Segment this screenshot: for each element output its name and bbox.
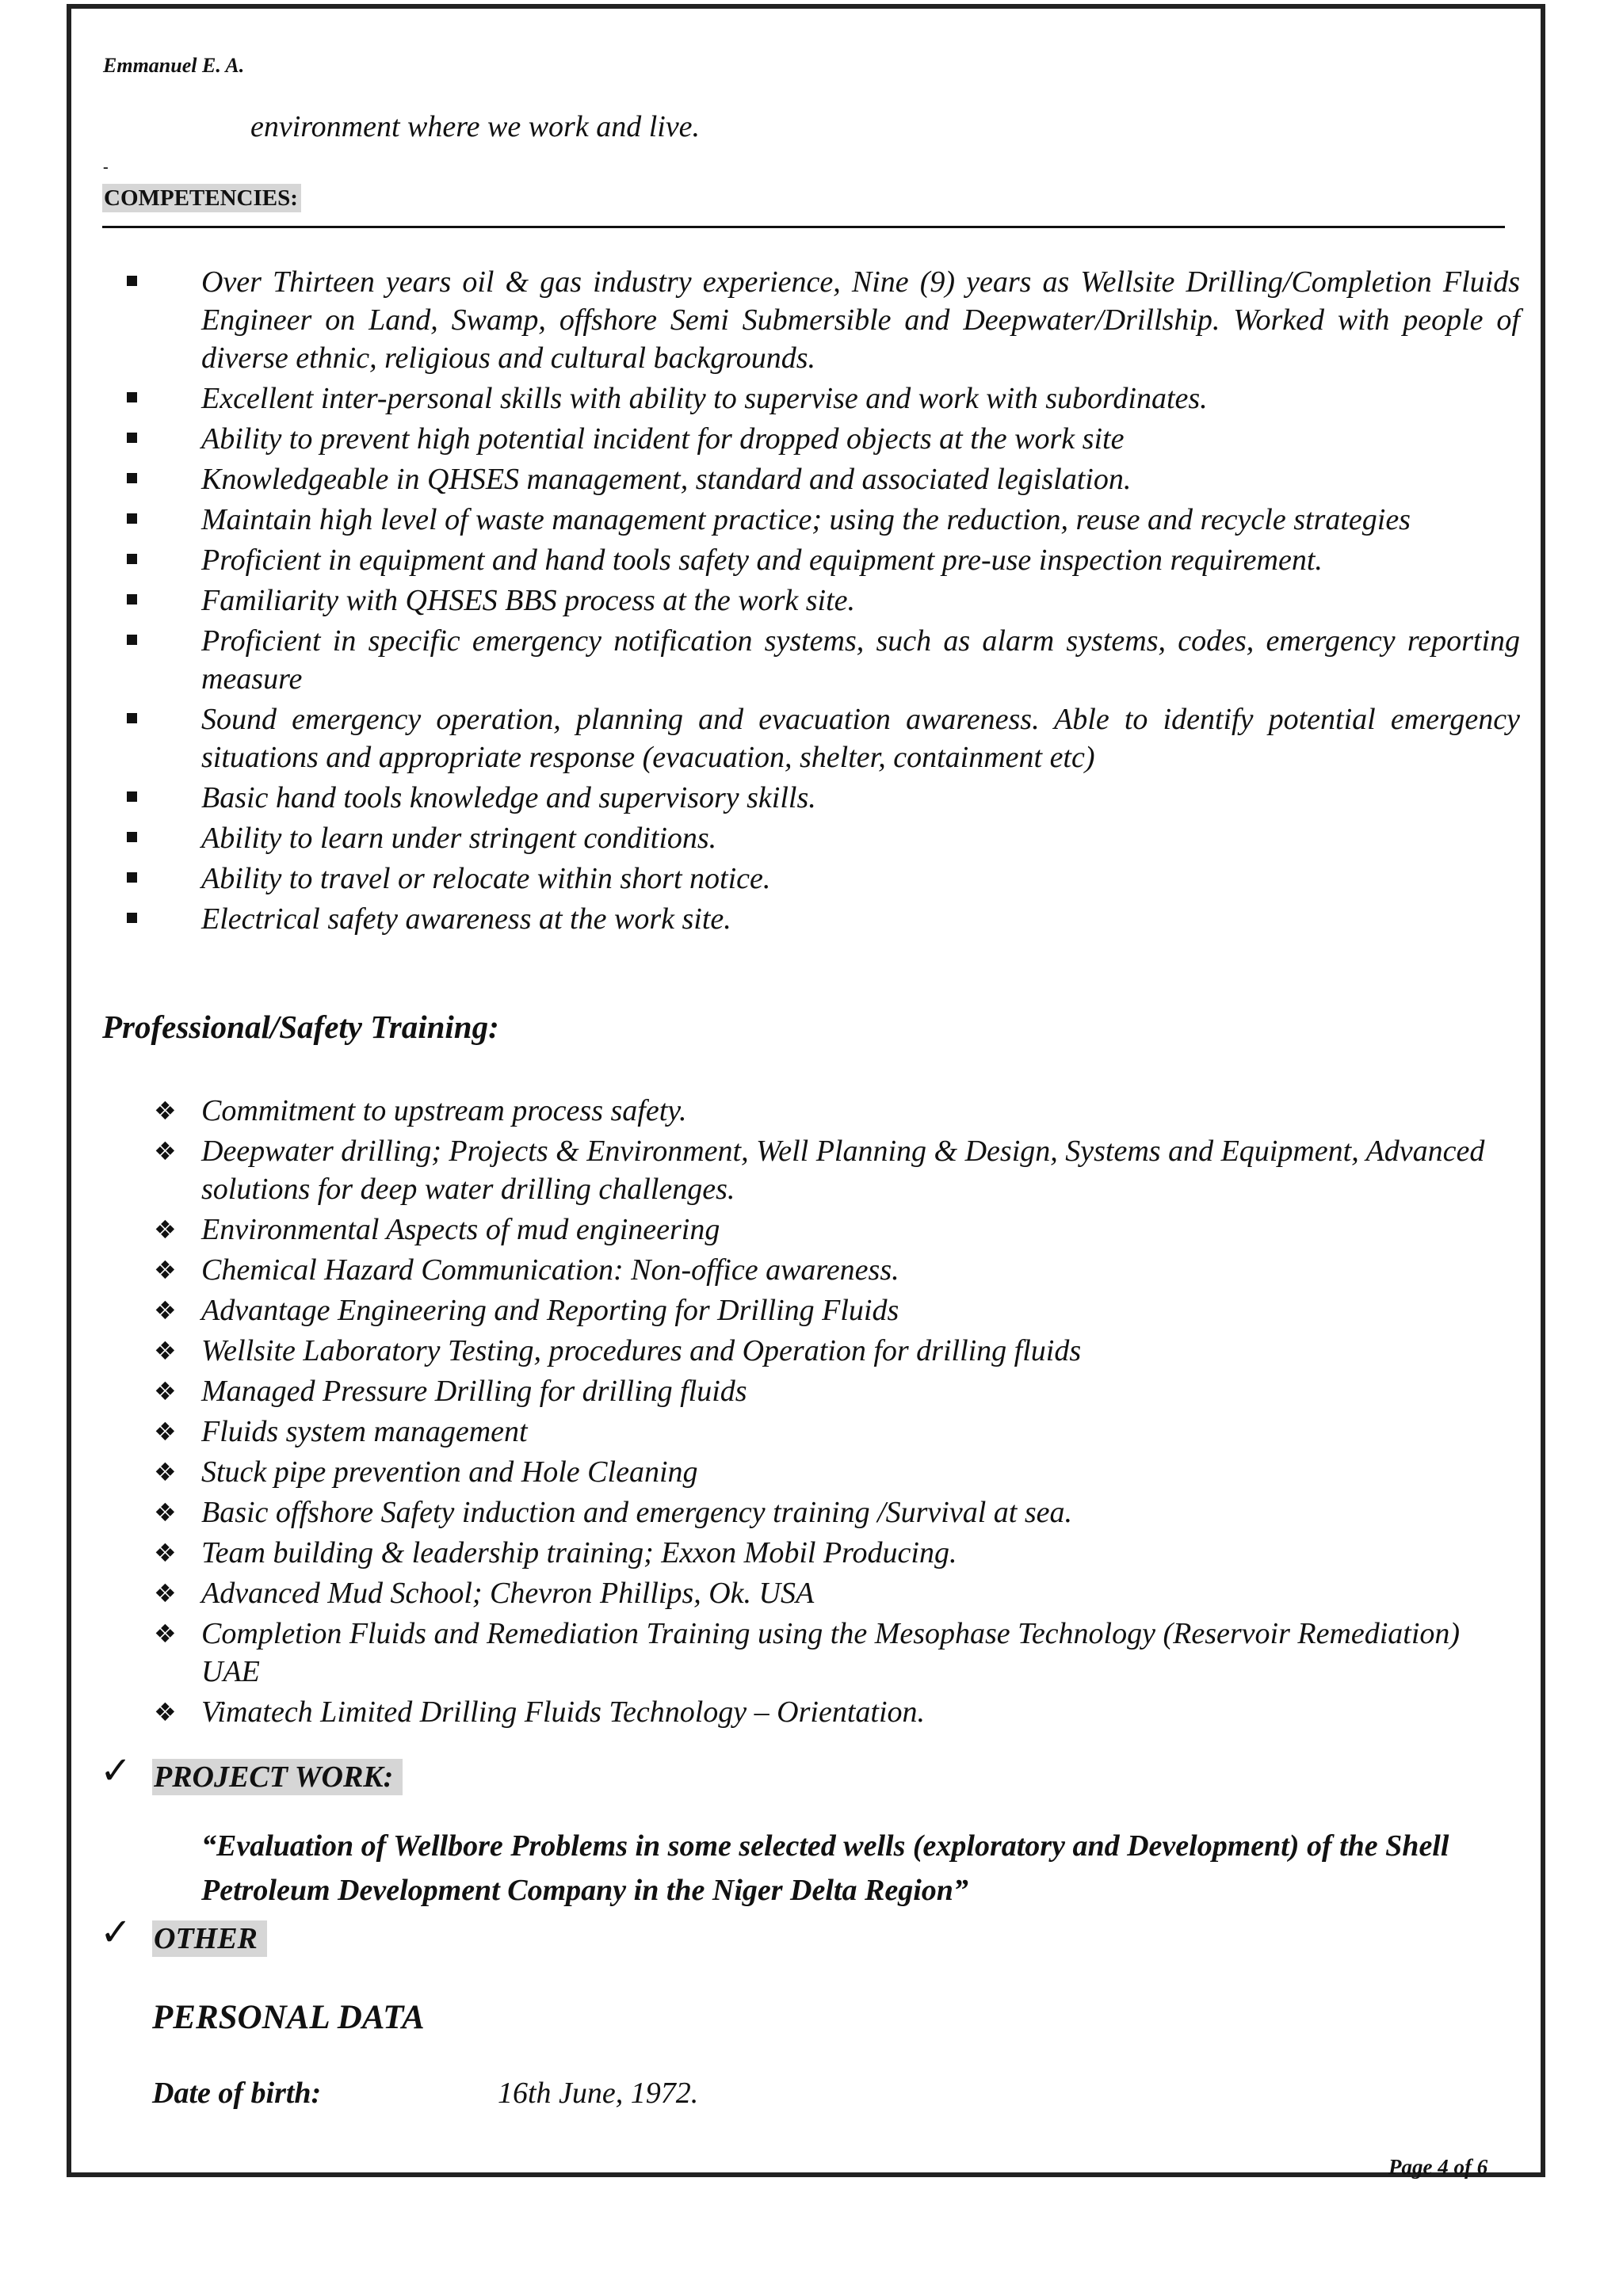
list-item	[0, 582, 1623, 620]
list-item	[0, 379, 1623, 418]
list-item	[0, 1413, 1623, 1451]
personal-data-heading: PERSONAL DATA	[152, 1999, 425, 2036]
diamond-bullet-icon: ❖	[154, 1697, 177, 1727]
diamond-bullet-icon: ❖	[154, 1215, 177, 1245]
training-text: Completion Fluids and Remediation Training using the Mesophase Technology (Reservoir Remediation) UAE	[201, 1617, 1461, 1688]
list-item	[0, 1453, 1623, 1491]
list-item	[0, 1211, 1623, 1249]
diamond-bullet-icon: ❖	[154, 1538, 177, 1568]
training-text: Deepwater drilling; Projects & Environment, Well Planning & Design, Systems and Equipment, Advanced solutions for deep water drilling challenges.	[201, 1135, 1485, 1206]
list-item	[0, 1332, 1623, 1370]
list-item	[0, 1251, 1623, 1289]
list-item	[0, 1615, 1623, 1691]
competency-text: Basic hand tools knowledge and supervisory skills.	[201, 781, 816, 814]
square-bullet-icon	[127, 433, 137, 443]
training-text: Team building & leadership training; Exxon Mobil Producing.	[201, 1536, 957, 1569]
continuation-text: environment where we work and live.	[250, 110, 701, 143]
section-divider	[102, 226, 1505, 228]
diamond-bullet-icon: ❖	[154, 1336, 177, 1366]
training-text: Environmental Aspects of mud engineering	[201, 1213, 720, 1246]
training-text: Advantage Engineering and Reporting for Drilling Fluids	[201, 1294, 899, 1327]
training-heading: Professional/Safety Training:	[102, 1009, 499, 1045]
diamond-bullet-icon: ❖	[154, 1417, 177, 1447]
training-text: Vimatech Limited Drilling Fluids Technology – Orientation.	[201, 1695, 926, 1729]
other-heading: OTHER	[152, 1920, 267, 1957]
diamond-bullet-icon: ❖	[154, 1096, 177, 1126]
square-bullet-icon	[127, 872, 137, 883]
list-item	[0, 263, 1623, 377]
list-item	[0, 1291, 1623, 1329]
training-text: Managed Pressure Drilling for drilling fluids	[201, 1375, 747, 1408]
list-item	[0, 900, 1623, 938]
project-work-heading: PROJECT WORK:	[152, 1759, 403, 1795]
list-item	[0, 501, 1623, 539]
project-title: “Evaluation of Wellbore Problems in some selected wells (exploratory and Development) of the Shell Petroleum Development Company in the Niger Delta Region”	[201, 1829, 1449, 1907]
training-list	[0, 1092, 1623, 1733]
training-text: Wellsite Laboratory Testing, procedures and Operation for drilling fluids	[201, 1334, 1082, 1367]
header-name: Emmanuel E. A.	[103, 54, 245, 77]
list-item	[0, 541, 1623, 579]
training-text: Chemical Hazard Communication: Non-office awareness.	[201, 1253, 899, 1287]
list-item	[0, 1132, 1623, 1208]
diamond-bullet-icon: ❖	[154, 1497, 177, 1527]
dob-value: 16th June, 1972.	[498, 2077, 699, 2110]
list-item	[0, 1092, 1623, 1130]
list-item	[0, 622, 1623, 698]
diamond-bullet-icon: ❖	[154, 1457, 177, 1487]
square-bullet-icon	[127, 791, 137, 802]
competency-text: Ability to learn under stringent conditions.	[201, 822, 717, 855]
square-bullet-icon	[127, 392, 137, 402]
competency-text: Excellent inter-personal skills with ability to supervise and work with subordinates.	[201, 382, 1208, 415]
list-item	[0, 460, 1623, 498]
square-bullet-icon	[127, 832, 137, 842]
dob-label: Date of birth:	[152, 2077, 322, 2110]
square-bullet-icon	[127, 473, 137, 483]
list-item	[0, 1534, 1623, 1572]
list-item	[0, 860, 1623, 898]
list-item	[0, 1493, 1623, 1531]
list-item	[0, 1693, 1623, 1731]
diamond-bullet-icon: ❖	[154, 1376, 177, 1406]
training-text: Advanced Mud School; Chevron Phillips, Ok. USA	[201, 1577, 815, 1610]
square-bullet-icon	[127, 513, 137, 524]
competencies-heading: COMPETENCIES:	[102, 184, 301, 212]
list-item	[0, 819, 1623, 857]
list-item	[0, 1372, 1623, 1410]
square-bullet-icon	[127, 713, 137, 723]
square-bullet-icon	[127, 913, 137, 923]
competency-text: Sound emergency operation, planning and evacuation awareness. Able to identify potential emergency situations and appropriate response (evacuation, shelter, containment etc)	[201, 703, 1520, 774]
list-item	[0, 779, 1623, 817]
square-bullet-icon	[127, 594, 137, 605]
check-icon: ✓	[100, 1749, 132, 1793]
training-text: Commitment to upstream process safety.	[201, 1094, 687, 1127]
training-text: Fluids system management	[201, 1415, 528, 1448]
training-text: Basic offshore Safety induction and emergency training /Survival at sea.	[201, 1496, 1072, 1529]
competency-text: Over Thirteen years oil & gas industry experience, Nine (9) years as Wellsite Drilling/Completion Fluids Engineer on Land, Swamp, offshore Semi Submersible and Deepwater/Drillship. Worked with people of diverse ethnic, religious and cultural backgrounds.	[201, 265, 1520, 375]
stray-mark: -	[103, 158, 109, 176]
training-text: Stuck pipe prevention and Hole Cleaning	[201, 1455, 698, 1489]
competencies-list	[0, 263, 1623, 940]
diamond-bullet-icon: ❖	[154, 1136, 177, 1166]
square-bullet-icon	[127, 276, 137, 286]
competency-text: Maintain high level of waste management practice; using the reduction, reuse and recycle strategies	[201, 503, 1411, 536]
diamond-bullet-icon: ❖	[154, 1578, 177, 1608]
list-item	[0, 420, 1623, 458]
list-item	[0, 1574, 1623, 1612]
competency-text: Familiarity with QHSES BBS process at the work site.	[201, 584, 856, 617]
competency-text: Proficient in specific emergency notification systems, such as alarm systems, codes, emergency reporting measure	[201, 624, 1520, 696]
competency-text: Ability to travel or relocate within short notice.	[201, 862, 771, 895]
square-bullet-icon	[127, 635, 137, 645]
competency-text: Electrical safety awareness at the work site.	[201, 902, 731, 936]
competency-text: Proficient in equipment and hand tools safety and equipment pre-use inspection requirement.	[201, 543, 1323, 577]
competency-text: Knowledgeable in QHSES management, standard and associated legislation.	[201, 463, 1132, 496]
competency-text: Ability to prevent high potential incident for dropped objects at the work site	[201, 422, 1125, 456]
list-item	[0, 700, 1623, 776]
diamond-bullet-icon: ❖	[154, 1295, 177, 1325]
diamond-bullet-icon: ❖	[154, 1619, 177, 1649]
square-bullet-icon	[127, 554, 137, 564]
page-number: Page 4 of 6	[1388, 2155, 1488, 2179]
diamond-bullet-icon: ❖	[154, 1255, 177, 1285]
check-icon: ✓	[100, 1910, 132, 1955]
